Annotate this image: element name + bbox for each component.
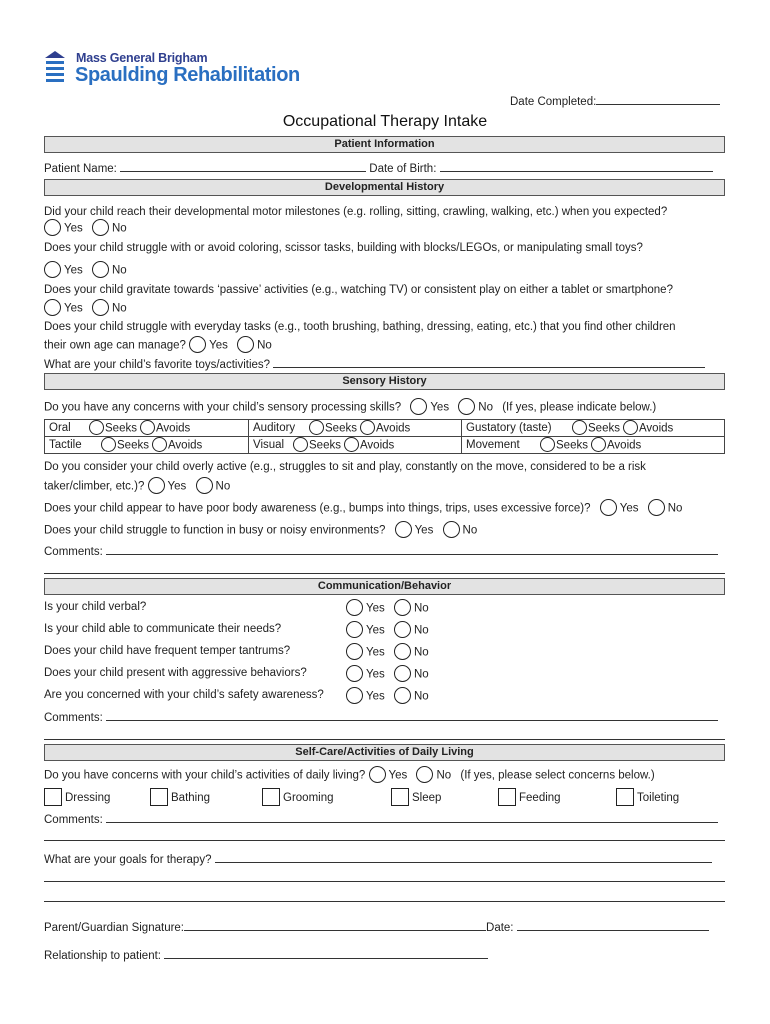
dev-q1: Did your child reach their developmental motor milestones (e.g. rolling, sitting, crawling, walking, etc.) when you expected?: [44, 206, 668, 218]
yes-label: Yes: [414, 524, 434, 537]
dev-q3-no-radio[interactable]: [92, 299, 109, 316]
movement-avoids-radio[interactable]: [591, 437, 606, 452]
selfcare-item-toileting: [616, 789, 679, 807]
seeks-label: Seeks: [588, 422, 620, 435]
selfcare-q1-no-radio[interactable]: [416, 766, 433, 783]
comm-q2: Is your child able to communicate their needs?: [44, 623, 282, 635]
yes-label: Yes: [366, 690, 385, 703]
grooming-checkbox[interactable]: [262, 788, 280, 806]
comm-q2-no-radio[interactable]: [394, 621, 411, 638]
comm-comments-field[interactable]: [106, 710, 718, 721]
selfcare-item-sleep: [391, 789, 441, 807]
sensory-q3-row: [44, 500, 682, 517]
feeding-checkbox[interactable]: [498, 788, 516, 806]
sensory-category-label: Auditory: [253, 422, 296, 435]
no-label: No: [478, 401, 493, 414]
signature-date-field[interactable]: [517, 920, 709, 931]
no-label: No: [111, 222, 127, 235]
gustatory-avoids-radio[interactable]: [623, 420, 638, 435]
oral-seeks-radio[interactable]: [89, 420, 104, 435]
tactile-avoids-radio[interactable]: [152, 437, 167, 452]
sleep-checkbox[interactable]: [391, 788, 409, 806]
toileting-label: Toileting: [637, 792, 680, 805]
comm-q3-options: [346, 644, 429, 661]
yes-label: Yes: [209, 339, 228, 352]
comm-q4-options: [346, 666, 429, 683]
comm-q4-yes-radio[interactable]: [346, 665, 363, 682]
date-completed-label: Date Completed:: [510, 96, 597, 108]
selfcare-q1-row: [44, 767, 655, 784]
selfcare-q1-note: (If yes, please select concerns below.): [460, 769, 655, 782]
building-logo-icon: [44, 50, 66, 86]
sensory-q3-text: Does your child appear to have poor body awareness (e.g., bumps into things, trips, uses excessive force)?: [44, 502, 591, 515]
no-label: No: [413, 668, 429, 681]
dev-q4-line2: [44, 337, 272, 354]
table-row: [45, 437, 725, 454]
logo-line1: Mass General Brigham: [76, 51, 208, 65]
selfcare-comments-row: [44, 812, 718, 826]
sensory-comments-label: Comments:: [44, 546, 103, 558]
comm-q3-yes-radio[interactable]: [346, 643, 363, 660]
sensory-q1-no-radio[interactable]: [458, 398, 475, 415]
sensory-table: [44, 419, 725, 454]
comm-q4: Does your child present with aggressive behaviors?: [44, 667, 307, 679]
developmental-header: Developmental History: [44, 179, 725, 196]
patient-info-header: Patient Information: [44, 136, 725, 153]
yes-label: Yes: [366, 602, 385, 615]
yes-label: Yes: [366, 624, 385, 637]
sensory-comments-line-2[interactable]: [44, 573, 725, 574]
seeks-label: Seeks: [325, 422, 357, 435]
sensory-category-label: Visual: [253, 439, 285, 452]
date-completed-field[interactable]: [596, 94, 720, 105]
comm-q1-options: [346, 600, 429, 617]
signature-label: Parent/Guardian Signature:: [44, 922, 185, 934]
seeks-label: Seeks: [117, 439, 149, 452]
no-label: No: [111, 302, 127, 315]
sensory-header: Sensory History: [44, 373, 725, 390]
selfcare-q1-yes-radio[interactable]: [369, 766, 386, 783]
comm-q5-options: [346, 688, 429, 705]
favorite-toys-field[interactable]: [273, 357, 705, 368]
visual-avoids-radio[interactable]: [344, 437, 359, 452]
dev-q1-options: [44, 220, 127, 237]
selfcare-item-dressing: [44, 789, 110, 807]
dev-q3-yes-radio[interactable]: [44, 299, 61, 316]
sensory-cell-visual: [249, 437, 462, 454]
comm-comments-line-2[interactable]: [44, 739, 725, 740]
date-label: Date:: [486, 922, 514, 934]
table-row: [45, 420, 725, 437]
goals-line-2[interactable]: [44, 881, 725, 882]
comm-q4-no-radio[interactable]: [394, 665, 411, 682]
oral-avoids-radio[interactable]: [140, 420, 155, 435]
bathing-checkbox[interactable]: [150, 788, 168, 806]
no-label: No: [111, 264, 127, 277]
movement-seeks-radio[interactable]: [540, 437, 555, 452]
yes-label: Yes: [167, 480, 187, 493]
auditory-avoids-radio[interactable]: [360, 420, 375, 435]
yes-label: Yes: [430, 401, 450, 414]
gustatory-seeks-radio[interactable]: [572, 420, 587, 435]
sensory-q4-yes-radio[interactable]: [395, 521, 412, 538]
sensory-q3-yes-radio[interactable]: [600, 499, 617, 516]
no-label: No: [257, 339, 272, 352]
relationship-label: Relationship to patient:: [44, 950, 161, 962]
selfcare-comments-line-2[interactable]: [44, 840, 725, 841]
brand-logo: [44, 48, 314, 92]
comm-q1-no-radio[interactable]: [394, 599, 411, 616]
comm-comments-label: Comments:: [44, 712, 103, 724]
comm-q5: Are you concerned with your child’s safety awareness?: [44, 689, 324, 701]
yes-label: Yes: [64, 222, 83, 235]
comm-q3-no-radio[interactable]: [394, 643, 411, 660]
goals-line-3[interactable]: [44, 901, 725, 902]
dev-q2-no-radio[interactable]: [92, 261, 109, 278]
sensory-cell-movement: [462, 437, 725, 454]
signature-row: [44, 920, 709, 934]
sensory-cell-gustatory: [462, 420, 725, 437]
sensory-q1-text: Do you have any concerns with your child’s sensory processing skills?: [44, 401, 402, 414]
comm-q2-options: [346, 622, 429, 639]
sensory-q4-text: Does your child struggle to function in busy or noisy environments?: [44, 524, 386, 537]
comm-q2-yes-radio[interactable]: [346, 621, 363, 638]
signature-field[interactable]: [184, 920, 486, 931]
sensory-q2-no-radio[interactable]: [196, 477, 213, 494]
page-title: Occupational Therapy Intake: [282, 113, 488, 130]
goals-field[interactable]: [215, 852, 712, 863]
logo-line2: Spaulding Rehabilitation: [75, 64, 300, 86]
sensory-q1-row: [44, 399, 656, 416]
sensory-comments-row: [44, 544, 718, 558]
dev-q5-row: [44, 357, 705, 371]
goals-label: What are your goals for therapy?: [44, 854, 212, 866]
seeks-label: Seeks: [556, 439, 588, 452]
date-completed-row: [510, 94, 720, 108]
dev-q4-line1: Does your child struggle with everyday tasks (e.g., tooth brushing, bathing, dressing, eating, etc.) that you find other children: [44, 321, 676, 333]
grooming-label: Grooming: [283, 792, 334, 805]
yes-label: Yes: [64, 302, 83, 315]
yes-label: Yes: [619, 502, 639, 515]
sensory-q1-note: (If yes, please indicate below.): [502, 401, 657, 414]
dev-q2: Does your child struggle with or avoid coloring, scissor tasks, building with blocks/LEGOs, or manipulating small toys?: [44, 242, 643, 254]
comm-q3: Does your child have frequent temper tantrums?: [44, 645, 291, 657]
sensory-comments-field[interactable]: [106, 544, 718, 555]
relationship-field[interactable]: [164, 948, 488, 959]
sensory-category-label: Tactile: [49, 439, 82, 452]
no-label: No: [462, 524, 478, 537]
no-label: No: [413, 690, 429, 703]
no-label: No: [436, 769, 452, 782]
avoids-label: Avoids: [359, 439, 395, 452]
dev-q1-yes-radio[interactable]: [44, 219, 61, 236]
dev-q1-no-radio[interactable]: [92, 219, 109, 236]
dev-q4-yes-radio[interactable]: [189, 336, 206, 353]
sensory-q2-yes-radio[interactable]: [148, 477, 165, 494]
sensory-q1-yes-radio[interactable]: [410, 398, 427, 415]
selfcare-header: Self-Care/Activities of Daily Living: [44, 744, 725, 761]
visual-seeks-radio[interactable]: [293, 437, 308, 452]
yes-label: Yes: [64, 264, 83, 277]
sensory-q4-row: [44, 522, 477, 539]
comm-q5-no-radio[interactable]: [394, 687, 411, 704]
selfcare-item-feeding: [498, 789, 561, 807]
no-label: No: [667, 502, 683, 515]
sensory-q4-no-radio[interactable]: [443, 521, 460, 538]
auditory-seeks-radio[interactable]: [309, 420, 324, 435]
yes-label: Yes: [366, 668, 385, 681]
comm-q1: Is your child verbal?: [44, 601, 147, 613]
dev-q5-label: What are your child’s favorite toys/activities?: [44, 359, 271, 371]
no-label: No: [413, 602, 429, 615]
no-label: No: [413, 646, 429, 659]
dev-q4-text: their own age can manage?: [44, 339, 186, 352]
feeding-label: Feeding: [519, 792, 561, 805]
dob-label: Date of Birth:: [369, 163, 437, 175]
avoids-label: Avoids: [155, 422, 191, 435]
sensory-q2-line1: Do you consider your child overly active (e.g., struggles to sit and play, constantly on the move, considered to be a risk: [44, 461, 646, 473]
dev-q3: Does your child gravitate towards ‘passive’ activities (e.g., watching TV) or consistent play on either a tablet or smartphone?: [44, 284, 673, 296]
dev-q2-yes-radio[interactable]: [44, 261, 61, 278]
sensory-category-label: Oral: [49, 422, 71, 435]
bathing-label: Bathing: [171, 792, 211, 805]
sensory-q2-text: taker/climber, etc.)?: [44, 480, 145, 493]
dev-q4-no-radio[interactable]: [237, 336, 254, 353]
patient-name-row: [44, 161, 713, 175]
relationship-row: [44, 948, 488, 962]
sensory-cell-auditory: [249, 420, 462, 437]
dev-q3-options: [44, 300, 127, 317]
dob-field[interactable]: [440, 161, 713, 172]
seeks-label: Seeks: [105, 422, 137, 435]
selfcare-item-grooming: [262, 789, 334, 807]
seeks-label: Seeks: [309, 439, 341, 452]
dev-q2-options: [44, 262, 127, 279]
sensory-cell-tactile: [45, 437, 249, 454]
yes-label: Yes: [366, 646, 385, 659]
sensory-cell-oral: [45, 420, 249, 437]
avoids-label: Avoids: [638, 422, 674, 435]
communication-header: Communication/Behavior: [44, 578, 725, 595]
sleep-label: Sleep: [412, 792, 442, 805]
selfcare-comments-field[interactable]: [106, 812, 718, 823]
avoids-label: Avoids: [375, 422, 411, 435]
tactile-seeks-radio[interactable]: [101, 437, 116, 452]
comm-q5-yes-radio[interactable]: [346, 687, 363, 704]
sensory-category-label: Gustatory (taste): [466, 422, 552, 435]
comm-comments-row: [44, 710, 718, 724]
sensory-q3-no-radio[interactable]: [648, 499, 665, 516]
patient-name-label: Patient Name:: [44, 163, 117, 175]
selfcare-item-bathing: [150, 789, 210, 807]
selfcare-comments-label: Comments:: [44, 814, 103, 826]
no-label: No: [413, 624, 429, 637]
patient-name-field[interactable]: [120, 161, 366, 172]
comm-q1-yes-radio[interactable]: [346, 599, 363, 616]
dressing-label: Dressing: [65, 792, 111, 805]
avoids-label: Avoids: [606, 439, 642, 452]
avoids-label: Avoids: [167, 439, 203, 452]
selfcare-q1-text: Do you have concerns with your child’s activities of daily living?: [44, 769, 366, 782]
yes-label: Yes: [388, 769, 408, 782]
toileting-checkbox[interactable]: [616, 788, 634, 806]
no-label: No: [215, 480, 231, 493]
dressing-checkbox[interactable]: [44, 788, 62, 806]
sensory-q2-line2: [44, 478, 230, 495]
sensory-category-label: Movement: [466, 439, 520, 452]
goals-row: [44, 852, 712, 866]
